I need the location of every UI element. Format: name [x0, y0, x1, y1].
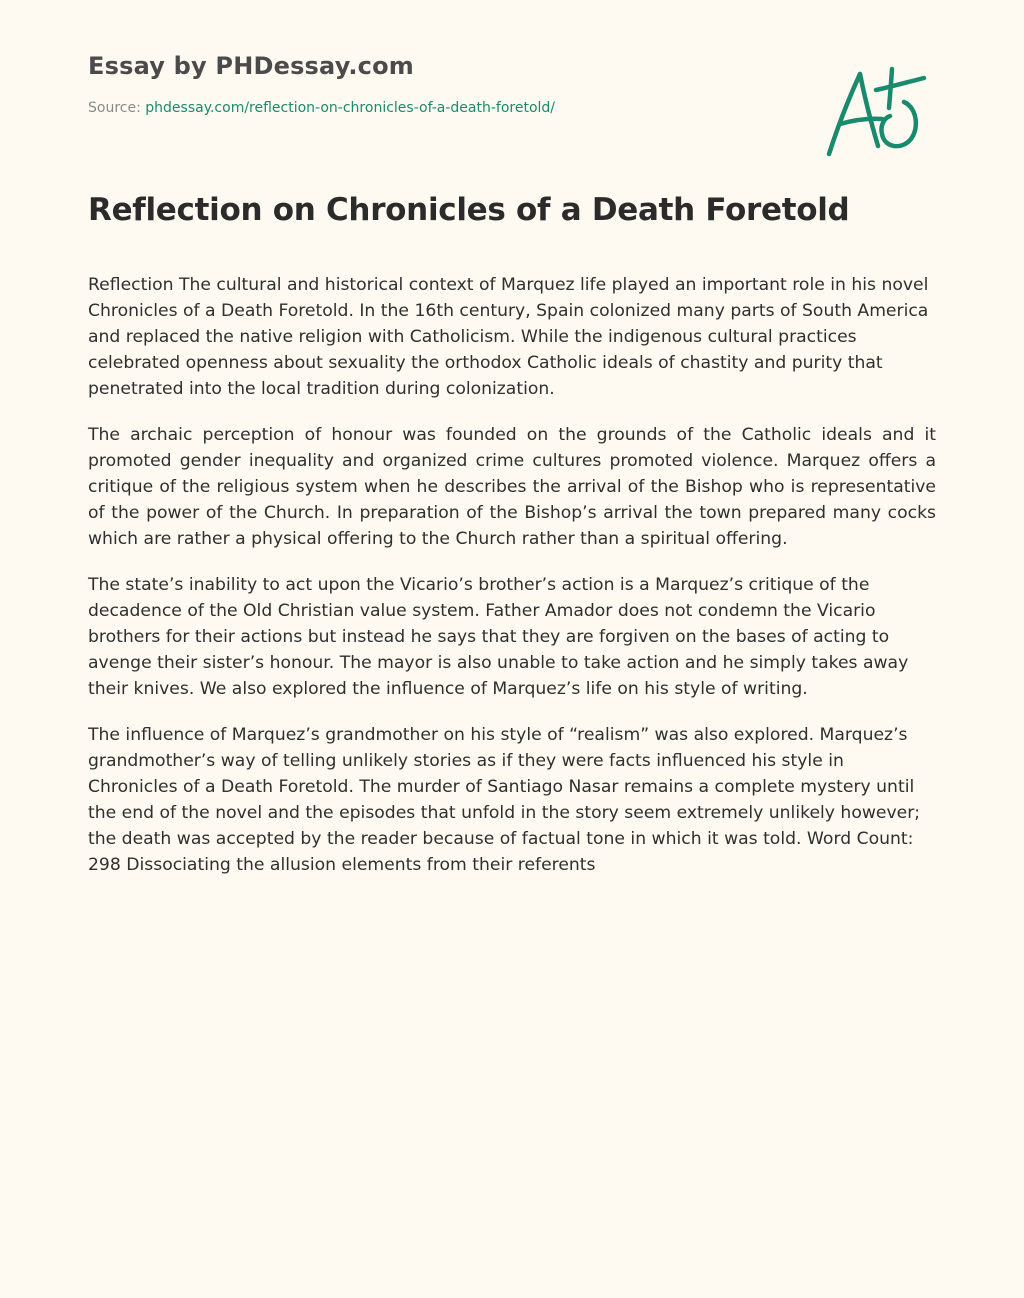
paragraph-1: Reflection The cultural and historical context of Marquez life played an important role in his novel Chronicles of a Death Foretold. In the 16th century, Spain colonized many parts of South America and replaced the native religion with Catholicism. While the indigenous cultural practices celebrated openness about sexuality the orthodox Catholic ideals of chastity and purity that penetrated into the local tradition during colonization.	[88, 275, 929, 399]
source-line	[88, 98, 788, 118]
source-label: Source:	[88, 100, 146, 116]
header	[88, 50, 788, 118]
paragraph-4: The influence of Marquez’s grandmother on his style of “realism” was also explored. Marquez’s grandmother’s way of telling unlikely stories as if they were facts influenced his style in Chronicles of a Death Foretold. The murder of Santiago Nasar remains a complete mystery until the end of the novel and the episodes that unfold in the story seem extremely unlikely however; the death was accepted by the reader because of factual tone in which it was told. Word Count: 298 Dissociating the allusion elements from their referents	[88, 725, 921, 875]
a-plus-logo-icon	[820, 64, 928, 164]
essay-body	[88, 272, 936, 898]
paragraph-2: The archaic perception of honour was founded on the grounds of the Catholic ideals and it promoted gender inequality and organized crime cultures promoted violence. Marquez offers a critique of the religious system when he describes the arrival of the Bishop who is representative of the power of the Church. In preparation of the Bishop’s arrival the town prepared many cocks which are rather a physical offering to the Church rather than a spiritual offering.	[88, 425, 936, 549]
essay-title: Reflection on Chronicles of a Death Foretold	[88, 192, 850, 228]
paragraph-3: The state’s inability to act upon the Vicario’s brother’s action is a Marquez’s critique of the decadence of the Old Christian value system. Father Amador does not condemn the Vicario brothers for their actions but instead he says that they are forgiven on the bases of acting to avenge their sister’s honour. The mayor is also unable to take action and he simply takes away their knives. We also explored the influence of Marquez’s life on his style of writing.	[88, 575, 909, 699]
source-link[interactable]: phdessay.com/reflection-on-chronicles-of-a-death-foretold/	[145, 100, 556, 116]
site-title: Essay by PHDessay.com	[88, 52, 414, 80]
